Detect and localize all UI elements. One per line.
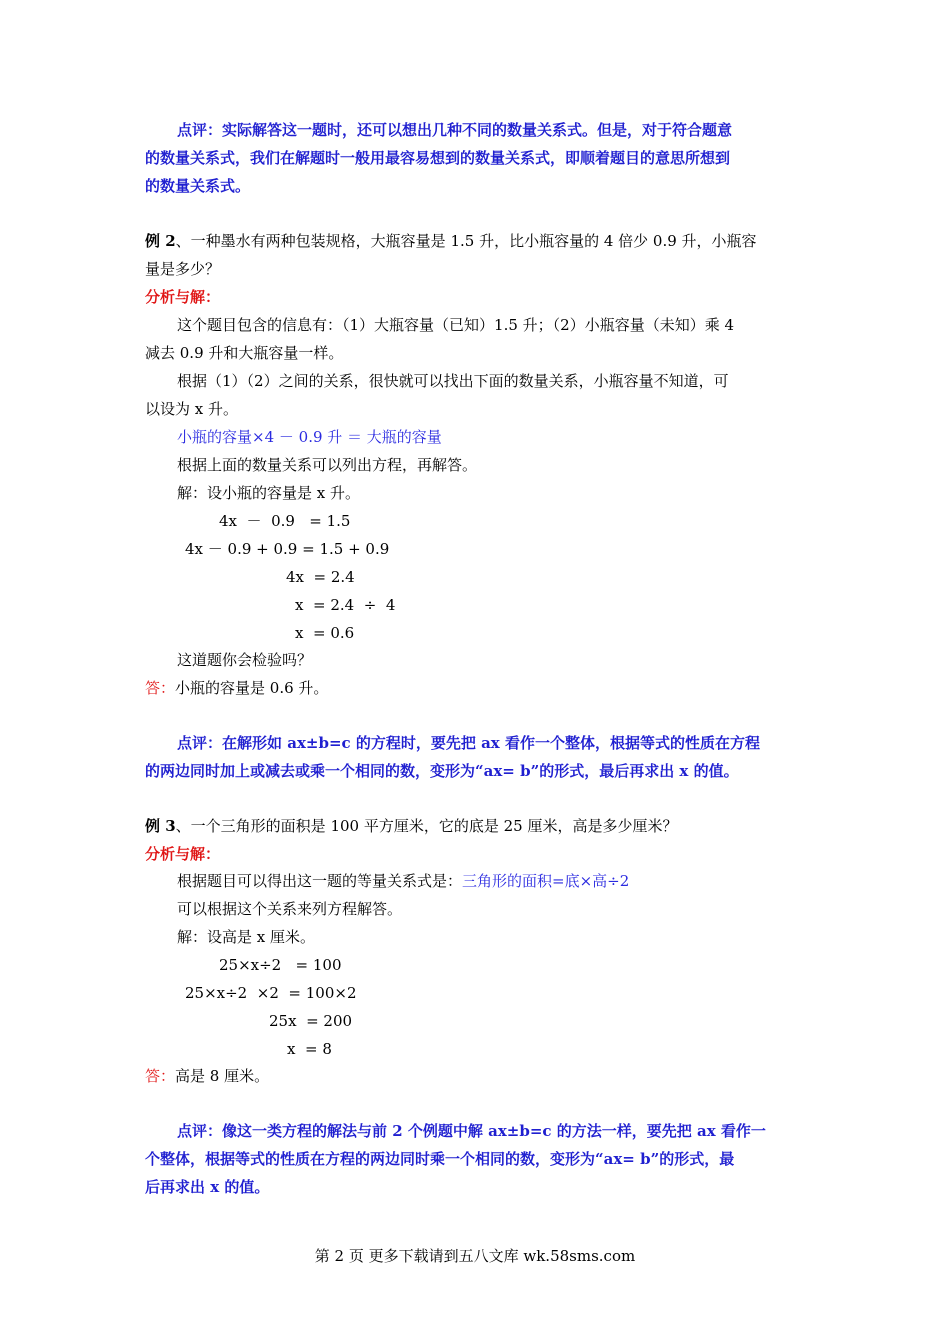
equation-step: 25×x÷2 = 100 bbox=[219, 956, 342, 974]
example2-answer: 答：小瓶的容量是 0.6 升。 bbox=[145, 679, 329, 697]
example3-label: 例 3 bbox=[145, 817, 176, 835]
example2-label: 例 2 bbox=[145, 232, 176, 250]
equation-step: 25x = 200 bbox=[269, 1012, 353, 1030]
example3-question: 例 3、一个三角形的面积是 100 平方厘米，它的底是 25 厘米，高是多少厘米？ bbox=[145, 817, 678, 835]
page-footer: 第 2 页 更多下载请到五八文库 wk.58sms.com bbox=[314, 1247, 636, 1265]
comment3-line1: 点评：像这一类方程的解法与前 2 个例题中解 ax±b=c 的方法一样，要先把 ax 看作一 bbox=[177, 1122, 766, 1140]
comment2-line1: 点评：在解形如 ax±b=c 的方程时，要先把 ax 看作一个整体，根据等式的性质在方程 bbox=[177, 734, 760, 752]
example3-analysis-label: 分析与解： bbox=[145, 845, 221, 863]
equation-step: x = 0.6 bbox=[295, 624, 355, 642]
example2-question-cont: 量是多少？ bbox=[145, 260, 221, 278]
example2-relation: 小瓶的容量×4 － 0.9 升 ＝ 大瓶的容量 bbox=[177, 428, 442, 446]
example2-check: 这道题你会检验吗？ bbox=[177, 651, 313, 669]
answer-label: 答： bbox=[145, 679, 176, 697]
example2-question: 例 2、一种墨水有两种包装规格，大瓶容量是 1.5 升，比小瓶容量的 4 倍少 0.9 升，小瓶容 bbox=[145, 232, 757, 250]
example2-relation-line1: 根据（1）（2）之间的关系，很快就可以找出下面的数量关系，小瓶容量不知道，可 bbox=[177, 372, 729, 390]
example2-relation-line2: 以设为 x 升。 bbox=[145, 400, 238, 418]
equation-step: 4x = 2.4 bbox=[286, 568, 355, 586]
example3-answer: 答：高是 8 厘米。 bbox=[145, 1067, 270, 1085]
comment1-line1: 点评：实际解答这一题时，还可以想出几种不同的数量关系式。但是，对于符合题意 bbox=[177, 121, 733, 139]
example3-method: 可以根据这个关系来列方程解答。 bbox=[177, 900, 403, 918]
example2-analysis-label: 分析与解： bbox=[145, 288, 221, 306]
equation-step: x = 2.4 ÷ 4 bbox=[295, 596, 396, 614]
equation-step: 25×x÷2 ×2 = 100×2 bbox=[185, 984, 357, 1002]
comment3-line2: 个整体，根据等式的性质在方程的两边同时乘一个相同的数，变形为“ax= b”的形式，最 bbox=[145, 1150, 735, 1168]
equation-step: 4x － 0.9 = 1.5 bbox=[219, 512, 351, 530]
equation-step: 4x － 0.9 + 0.9 = 1.5 + 0.9 bbox=[185, 540, 390, 558]
answer-label: 答： bbox=[145, 1067, 176, 1085]
equation-step: x = 8 bbox=[287, 1040, 332, 1058]
example2-equation-intro: 根据上面的数量关系可以列出方程，再解答。 bbox=[177, 456, 478, 474]
comment1-line2: 的数量关系式，我们在解题时一般用最容易想到的数量关系式，即顺着题目的意思所想到 bbox=[145, 149, 731, 167]
example3-relation: 三角形的面积=底×高÷2 bbox=[462, 872, 630, 890]
example2-info-line1: 这个题目包含的信息有：（1）大瓶容量（已知）1.5 升；（2）小瓶容量（未知）乘 4 bbox=[177, 316, 735, 334]
example2-solution-intro: 解：设小瓶的容量是 x 升。 bbox=[177, 484, 360, 502]
example2-info-line2: 减去 0.9 升和大瓶容量一样。 bbox=[145, 344, 344, 362]
example3-solution-intro: 解：设高是 x 厘米。 bbox=[177, 928, 315, 946]
example3-relation-line: 根据题目可以得出这一题的等量关系式是：三角形的面积=底×高÷2 bbox=[177, 872, 630, 890]
comment3-line3: 后再求出 x 的值。 bbox=[145, 1178, 270, 1196]
comment1-line3: 的数量关系式。 bbox=[145, 177, 251, 195]
comment2-line2: 的两边同时加上或减去或乘一个相同的数，变形为“ax= b”的形式，最后再求出 x 的值。 bbox=[145, 762, 739, 780]
